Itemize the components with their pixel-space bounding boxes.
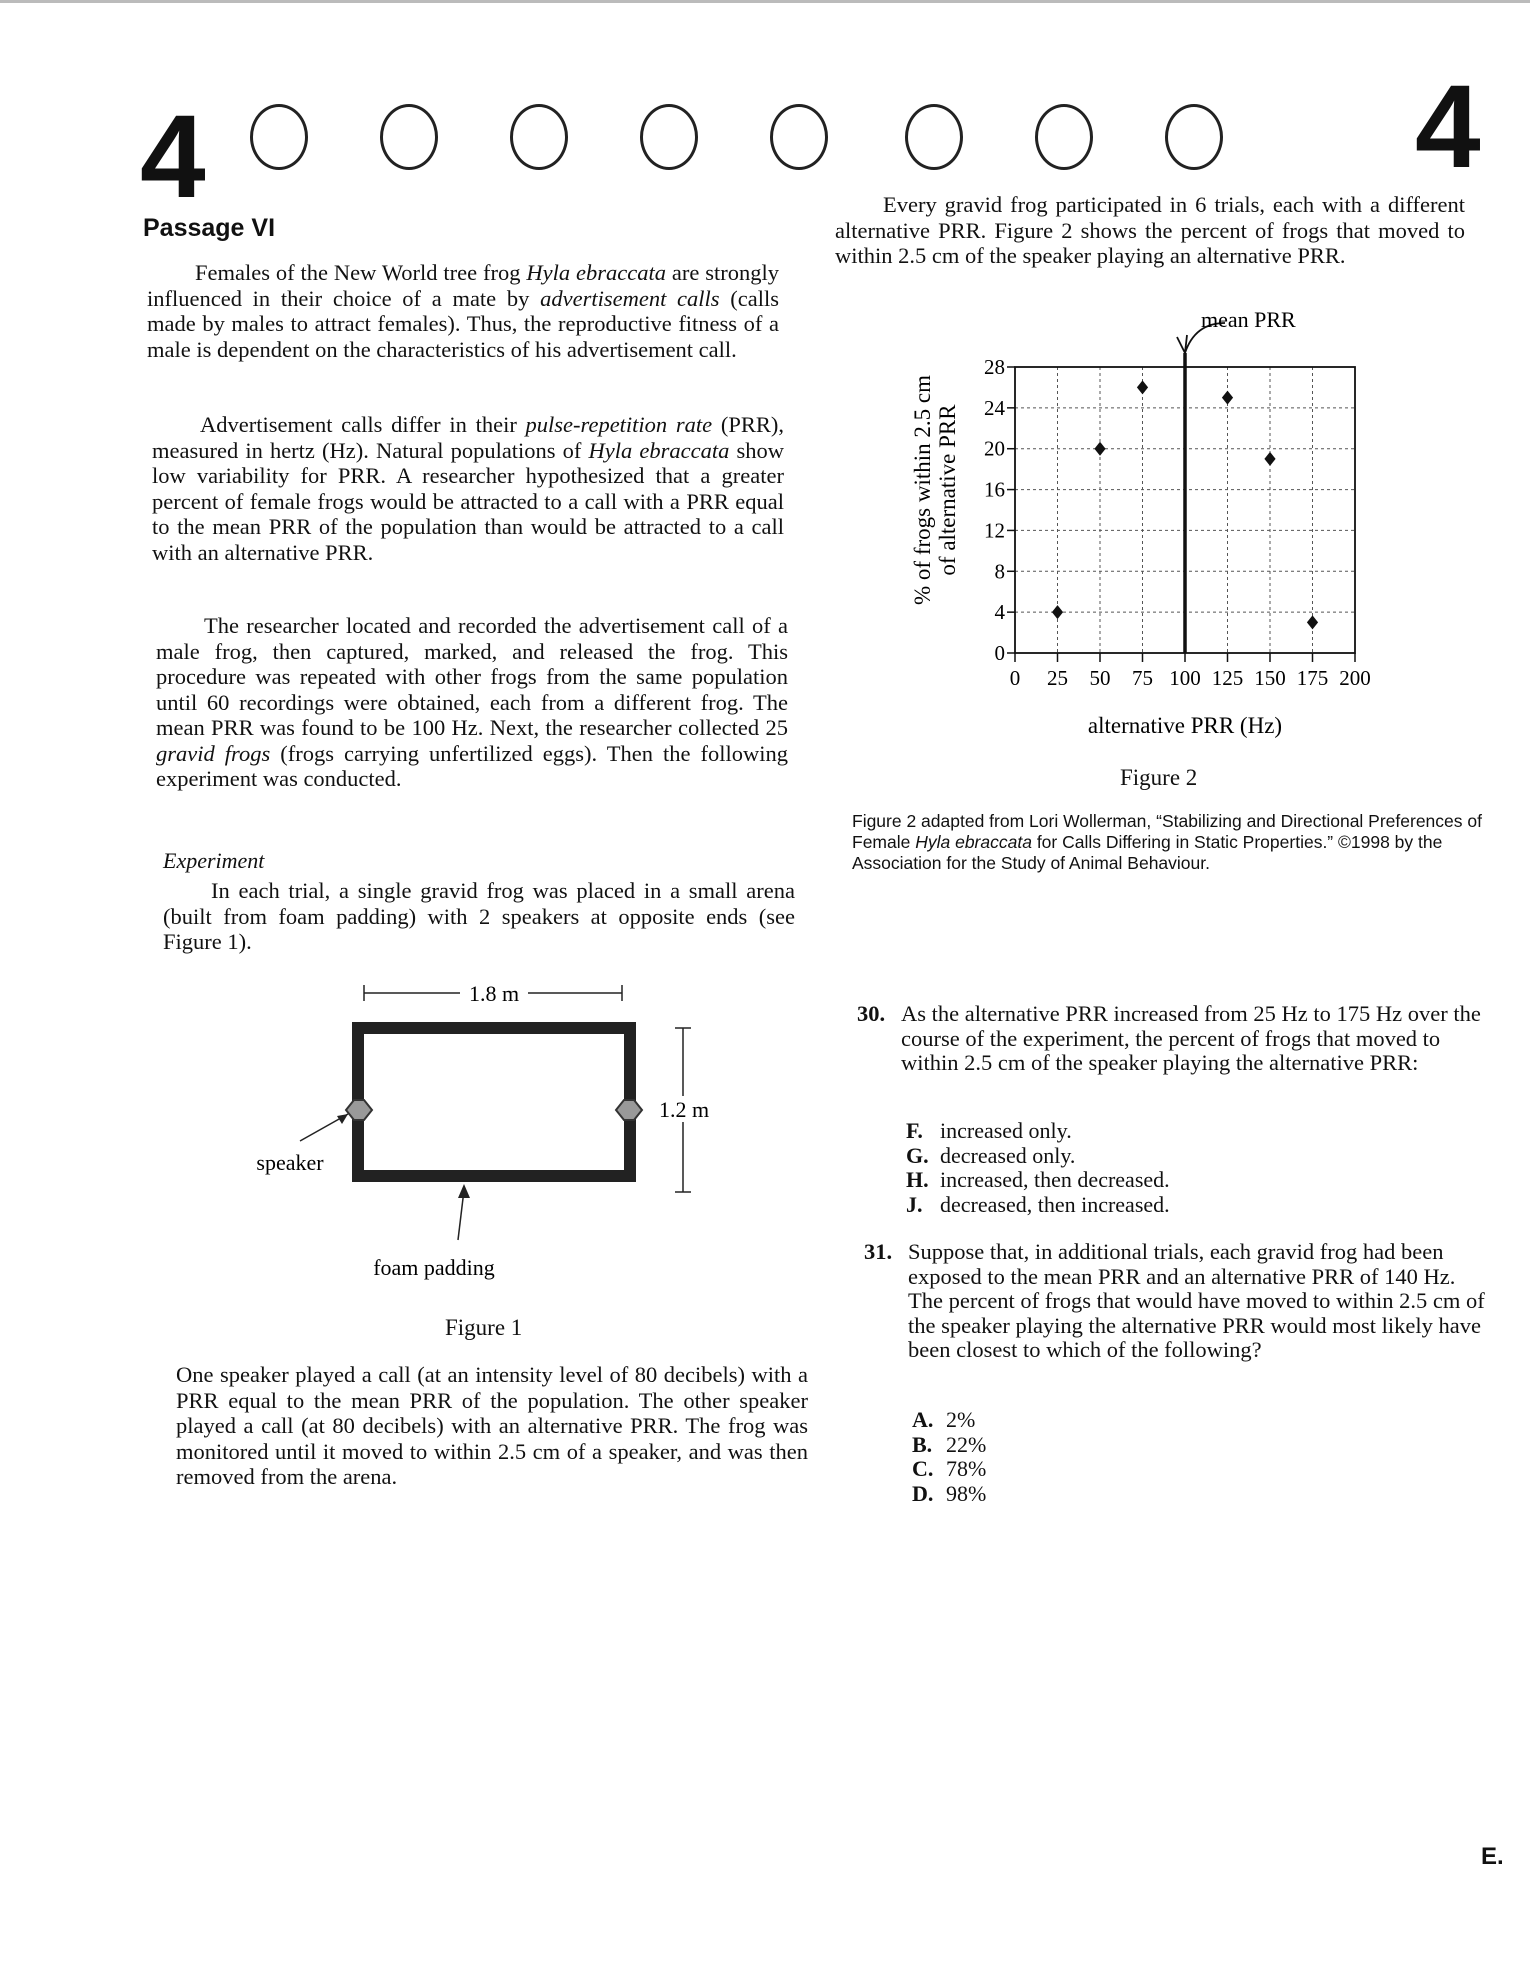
figure-1-arena-diagram	[240, 978, 720, 1298]
option-letter: A.	[912, 1407, 934, 1432]
p2-term: pulse-repetition rate	[525, 412, 713, 437]
option-text: decreased, then increased.	[940, 1191, 1170, 1217]
p2-text: (PRR), measured in hertz (Hz). Natural populations of	[152, 412, 784, 463]
data-point-diamond	[1222, 391, 1233, 405]
p4-text: In each trial, a single gravid frog was placed in a small arena (built from foam padding) with 2 speakers at opposite ends (see Figure 1).	[163, 878, 795, 954]
section-number-right: 4	[1415, 61, 1481, 193]
option-text: increased, then decreased.	[940, 1167, 1170, 1192]
option-letter: B.	[912, 1431, 933, 1457]
answer-option[interactable]	[906, 1193, 1170, 1218]
y-axis-label-line2: of alternative PRR	[935, 404, 960, 576]
y-tick-label: 20	[984, 436, 1005, 461]
section-number-left: 4	[140, 91, 206, 223]
header-circle	[905, 104, 963, 170]
paragraph-4	[163, 878, 795, 955]
answer-option[interactable]	[906, 1119, 1170, 1144]
p2-text: Advertisement calls differ in their	[200, 412, 526, 437]
header-circle	[1035, 104, 1093, 170]
header-circle	[250, 104, 308, 170]
header-circle	[1165, 104, 1223, 170]
speaker-right-icon	[616, 1100, 642, 1120]
question-30-options	[906, 1119, 1170, 1217]
p3-text: The researcher located and recorded the advertisement call of a male frog, then captured, marked, and released the frog. This procedure was repeated with other frogs from the same population until 60 recordings were obtained, each from a different frog. The mean PRR was found to be 100 Hz. Next, the researcher collected 25	[156, 613, 788, 740]
credit-text: Figure 2 adapted from Lori Wollerman, “Stabilizing and Directional Preferences of Female	[852, 811, 1482, 852]
x-tick-label: 100	[1169, 666, 1201, 690]
figure-1-caption: Figure 1	[445, 1315, 523, 1340]
y-tick-label: 16	[984, 477, 1005, 502]
y-tick-label: 8	[994, 559, 1005, 584]
data-point-diamond	[1094, 442, 1105, 456]
y-tick-label: 12	[984, 518, 1005, 543]
header-circle	[770, 104, 828, 170]
p1-term: advertisement calls	[540, 285, 720, 311]
x-tick-label: 200	[1339, 666, 1371, 690]
option-letter: H.	[906, 1167, 929, 1192]
credit-text: for Calls Differing in Static Properties.” ©1998 by the Association for the Study of Animal Behaviour.	[852, 832, 1443, 873]
paragraph-3	[156, 613, 788, 792]
option-text: 98%	[946, 1480, 987, 1506]
x-axis-label: alternative PRR (Hz)	[1087, 713, 1283, 738]
option-letter: J.	[906, 1191, 923, 1217]
x-axis-ticks	[1010, 653, 1371, 690]
header-circle	[380, 104, 438, 170]
p6-text: Every gravid frog participated in 6 trials, each with a different alternative PRR. Figure 2 shows the percent of frogs that moved to within 2.5 cm of the speaker playing an alternative PRR.	[835, 192, 1465, 268]
p5-text: One speaker played a call (at an intensity level of 80 decibels) with a PRR equal to the mean PRR of the population. The other speaker played a call (at 80 decibels) with an alternative PRR. The frog was monitored until it moved to within 2.5 cm of a speaker, and was then removed from the arena.	[176, 1362, 808, 1489]
credit-species: Hyla ebraccata	[915, 832, 1032, 852]
paragraph-1	[147, 260, 779, 362]
y-axis-label-line1: % of frogs within 2.5 cm	[910, 375, 935, 605]
answer-option[interactable]	[912, 1482, 986, 1507]
answer-option[interactable]	[912, 1457, 986, 1482]
padding-pointer-arrowhead	[458, 1184, 470, 1198]
option-letter: F.	[906, 1118, 923, 1143]
answer-option[interactable]	[906, 1168, 1170, 1193]
passage-title: Passage VI	[143, 214, 276, 242]
option-letter: D.	[912, 1480, 934, 1506]
header-circle	[510, 104, 568, 170]
x-tick-label: 125	[1211, 666, 1244, 690]
x-tick-label: 0	[1009, 666, 1021, 690]
x-tick-label: 50	[1089, 666, 1111, 690]
mean-prr-label: mean PRR	[1201, 310, 1296, 332]
option-letter: G.	[906, 1142, 929, 1168]
y-tick-label: 4	[994, 600, 1005, 625]
foam-padding-arena	[358, 1028, 630, 1176]
data-point-diamond	[1052, 605, 1063, 619]
p1-species: Hyla ebraccata	[526, 260, 666, 285]
p1-text: (calls made by males to attract females). Thus, the reproductive fitness of a male is dependent on the characteristics of his advertisement call.	[147, 285, 779, 362]
p1-text: are strongly influenced in their choice of a mate by	[147, 260, 779, 311]
option-letter: C.	[912, 1456, 934, 1481]
x-tick-label: 175	[1296, 666, 1329, 690]
option-text: increased only.	[940, 1118, 1072, 1143]
answer-option[interactable]	[906, 1144, 1170, 1169]
question-31	[864, 1239, 1495, 1363]
question-stem: As the alternative PRR increased from 25 Hz to 175 Hz over the course of the experiment, the percent of frogs that moved to within 2.5 cm of the speaker playing the alternative PRR:	[901, 1001, 1481, 1075]
question-number: 31.	[864, 1239, 893, 1264]
corner-mark: E.	[1481, 1843, 1504, 1870]
answer-option[interactable]	[912, 1433, 986, 1458]
y-tick-label: 0	[994, 641, 1005, 665]
p2-species: Hyla ebraccata	[588, 437, 730, 463]
x-tick-label: 75	[1132, 666, 1153, 690]
option-text: 22%	[946, 1431, 987, 1457]
question-stem: Suppose that, in additional trials, each gravid frog had been exposed to the mean PRR and an alternative PRR of 140 Hz. The percent of frogs that would have moved to within 2.5 cm of the speaker playing the alternative PRR would most likely have been closest to which of the following?	[908, 1239, 1485, 1362]
figure-2-scatter-chart	[900, 310, 1420, 740]
y-tick-label: 28	[984, 355, 1005, 379]
figure-2-caption: Figure 2	[1120, 765, 1198, 790]
p2-text: show low variability for PRR. A researcher hypothesized that a greater percent of female frogs would be attracted to a call with a PRR equal to the mean PRR of the population than would be attracted to a call with an alternative PRR.	[152, 437, 784, 565]
paragraph-6	[835, 192, 1465, 269]
x-tick-label: 25	[1047, 666, 1068, 690]
p3-text: (frogs carrying unfertilized eggs). Then the following experiment was conducted.	[156, 740, 788, 791]
paragraph-2	[152, 412, 784, 565]
height-label: 1.2 m	[658, 1097, 710, 1122]
y-axis-ticks	[984, 355, 1015, 665]
option-text: 78%	[946, 1456, 987, 1481]
data-point-diamond	[1137, 380, 1148, 394]
header-circle	[640, 104, 698, 170]
width-label: 1.8 m	[468, 981, 520, 1006]
paragraph-5	[176, 1362, 808, 1490]
data-point-diamond	[1307, 615, 1318, 629]
speaker-left-icon	[346, 1100, 372, 1120]
top-border-line	[0, 0, 1530, 3]
y-tick-label: 24	[984, 395, 1005, 420]
header-circles	[250, 104, 1400, 174]
p1-text: Females of the New World tree frog	[195, 260, 527, 285]
p3-term: gravid frogs	[156, 740, 271, 766]
option-text: 2%	[946, 1407, 976, 1432]
question-31-options	[912, 1408, 986, 1506]
question-number: 30.	[857, 1001, 886, 1026]
answer-option[interactable]	[912, 1408, 986, 1433]
figure-2-credit	[852, 811, 1484, 874]
option-text: decreased only.	[940, 1142, 1076, 1168]
padding-label: foam padding	[373, 1255, 495, 1280]
speaker-label: speaker	[256, 1150, 324, 1175]
data-point-diamond	[1264, 452, 1275, 466]
experiment-heading: Experiment	[163, 848, 265, 873]
question-30	[857, 1001, 1486, 1076]
x-tick-label: 150	[1254, 666, 1286, 690]
